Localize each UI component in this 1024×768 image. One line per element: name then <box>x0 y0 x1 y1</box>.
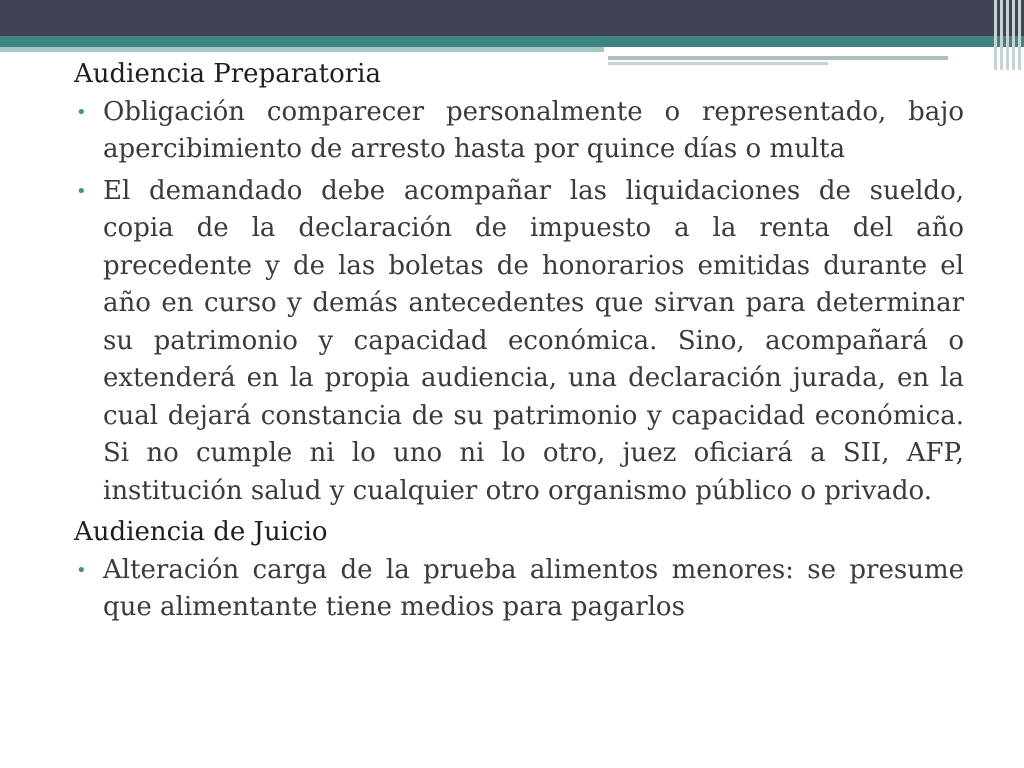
slide-content <box>74 56 964 631</box>
header-teal-light-line <box>0 47 604 52</box>
section-heading-preparatoria: Audiencia Preparatoria <box>74 59 381 89</box>
section-heading-juicio: Audiencia de Juicio <box>74 517 328 547</box>
bullet-item <box>74 552 964 627</box>
bullet-item <box>74 173 964 511</box>
header-dark-bar <box>0 0 1024 36</box>
bullet-text: El demandado debe acompañar las liquidaciones de sueldo, copia de la declaración de impuesto a la renta del año precedente y de las boletas de honorarios emitidas durante el año en curso y demás antecedentes que sirvan para determinar su patrimonio y capacidad económica. Sino, acompañará o extenderá en la propia audiencia, una declaración jurada, en la cual dejará constancia de su patrimonio y capacidad económica. Si no cumple ni lo uno ni lo otro, juez oficiará a SII, AFP, institución salud y cualquier otro organismo público o privado. <box>103 175 964 506</box>
header-teal-band <box>0 36 1024 47</box>
bullet-text: Obligación comparecer personalmente o representado, bajo apercibimiento de arresto hasta por quince días o multa <box>103 96 964 164</box>
bullet-dot-icon: • <box>76 559 87 581</box>
bullet-dot-icon: • <box>76 101 87 123</box>
bullet-dot-icon: • <box>76 180 87 202</box>
bullet-item <box>74 94 964 169</box>
bullet-text: Alteración carga de la prueba alimentos menores: se presume que alimentante tiene medios para pagarlos <box>103 554 964 622</box>
corner-stripes-decoration <box>990 0 1024 70</box>
